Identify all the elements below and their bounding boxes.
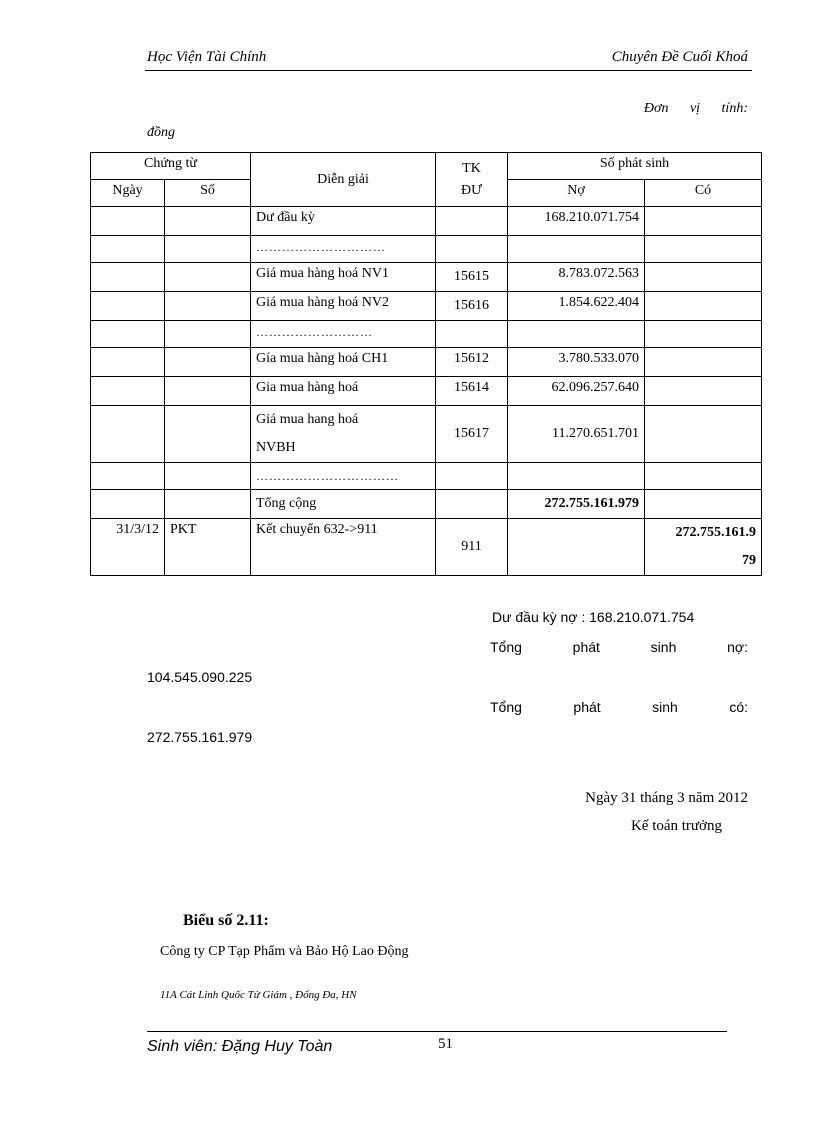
label-word: sinh xyxy=(650,639,677,655)
header-tk: TK xyxy=(462,160,481,176)
cell-dien-giai: Gia mua hàng hoá xyxy=(251,377,436,406)
cell-dien-giai-line-1: Giá mua hang hoá xyxy=(256,412,359,427)
cell-no: 1.854.622.404 xyxy=(508,292,645,321)
summary-total-debit-label xyxy=(490,639,748,655)
cell-co xyxy=(645,463,762,490)
summary-total-debit-value: 104.545.090.225 xyxy=(147,669,253,685)
cell-no xyxy=(508,519,645,576)
header-school: Học Viện Tài Chính xyxy=(147,49,267,65)
cell-so xyxy=(165,263,251,292)
cell-ngay xyxy=(91,292,165,321)
cell-tk: 15612 xyxy=(436,348,508,377)
cell-no xyxy=(508,463,645,490)
table-header-row xyxy=(91,153,762,180)
cell-dien-giai-line-2: NVBH xyxy=(256,440,296,455)
cell-ngay xyxy=(91,463,165,490)
cell-so: PKT xyxy=(165,519,251,576)
unit-value: đồng xyxy=(147,125,175,140)
cell-dien-giai: Kết chuyển 632->911 xyxy=(251,519,436,576)
table-row xyxy=(91,321,762,348)
cell-dien-giai: Gía mua hàng hoá CH1 xyxy=(251,348,436,377)
footer-student: Sinh viên: Đặng Huy Toàn xyxy=(147,1038,333,1055)
cell-tk: 15615 xyxy=(436,263,508,292)
table-row xyxy=(91,292,762,321)
signature-date: Ngày 31 tháng 3 năm 2012 xyxy=(585,790,748,806)
cell-so xyxy=(165,207,251,236)
cell-tk xyxy=(436,463,508,490)
cell-tk: 15614 xyxy=(436,377,508,406)
cell-dien-giai: ………………………… xyxy=(251,236,436,263)
cell-co xyxy=(645,236,762,263)
cell-ngay xyxy=(91,406,165,463)
table-row xyxy=(91,263,762,292)
cell-co xyxy=(645,263,762,292)
header-co: Có xyxy=(645,180,762,207)
table-row xyxy=(91,463,762,490)
table-row xyxy=(91,348,762,377)
cell-co xyxy=(645,348,762,377)
cell-dien-giai xyxy=(251,406,436,463)
cell-tk xyxy=(436,236,508,263)
cell-co xyxy=(645,292,762,321)
cell-so xyxy=(165,406,251,463)
table-row-total xyxy=(91,490,762,519)
summary-total-credit-label xyxy=(490,699,748,715)
label-word: nợ: xyxy=(727,639,748,655)
cell-dien-giai: Giá mua hàng hoá NV2 xyxy=(251,292,436,321)
section-title: Biểu số 2.11: xyxy=(183,912,269,929)
summary-opening-balance: Dư đầu kỳ nợ : 168.210.071.754 xyxy=(492,609,695,625)
company-address: 11A Cát Linh Quốc Tử Giám , Đống Đa, HN xyxy=(160,989,357,1001)
cell-tk: 15617 xyxy=(436,406,508,463)
cell-co xyxy=(645,321,762,348)
label-word: sinh xyxy=(652,699,678,715)
cell-no xyxy=(508,236,645,263)
cell-no xyxy=(508,321,645,348)
header-divider xyxy=(145,70,752,71)
page-number: 51 xyxy=(438,1036,453,1052)
cell-no: 8.783.072.563 xyxy=(508,263,645,292)
cell-so xyxy=(165,292,251,321)
header-so-phat-sinh: Số phát sinh xyxy=(508,153,762,180)
cell-ngay xyxy=(91,377,165,406)
label-word: phát xyxy=(572,639,600,655)
cell-ngay xyxy=(91,321,165,348)
cell-ngay xyxy=(91,263,165,292)
cell-no: 3.780.533.070 xyxy=(508,348,645,377)
cell-no: 11.270.651.701 xyxy=(508,406,645,463)
cell-so xyxy=(165,348,251,377)
cell-so xyxy=(165,321,251,348)
ledger-table xyxy=(90,152,762,576)
cell-so xyxy=(165,377,251,406)
cell-no: 272.755.161.979 xyxy=(508,490,645,519)
table-row xyxy=(91,207,762,236)
table-row xyxy=(91,406,762,463)
cell-tk: 911 xyxy=(436,519,508,576)
cell-co-line-1: 272.755.161.9 xyxy=(675,525,757,540)
header-chung-tu: Chứng từ xyxy=(91,153,251,180)
cell-dien-giai: …………………………… xyxy=(251,463,436,490)
label-word: phát xyxy=(573,699,601,715)
cell-so xyxy=(165,236,251,263)
cell-dien-giai: Dư đầu kỳ xyxy=(251,207,436,236)
cell-ngay xyxy=(91,348,165,377)
header-dien-giai: Diễn giải xyxy=(251,153,436,207)
cell-tk xyxy=(436,321,508,348)
cell-dien-giai: Giá mua hàng hoá NV1 xyxy=(251,263,436,292)
cell-tk xyxy=(436,490,508,519)
cell-ngay xyxy=(91,236,165,263)
cell-dien-giai: ……………………… xyxy=(251,321,436,348)
summary-total-credit-value: 272.755.161.979 xyxy=(147,729,253,745)
cell-so xyxy=(165,490,251,519)
cell-co xyxy=(645,519,762,576)
cell-so xyxy=(165,463,251,490)
cell-co xyxy=(645,490,762,519)
header-ngay: Ngày xyxy=(91,180,165,207)
label-word: có: xyxy=(729,699,748,715)
cell-no: 62.096.257.640 xyxy=(508,377,645,406)
table-row xyxy=(91,377,762,406)
header-no: Nợ xyxy=(508,180,645,207)
label-word: Tổng xyxy=(490,639,522,655)
header-title: Chuyên Đề Cuối Khoá xyxy=(611,49,748,65)
unit-label: Đơn vị tính: xyxy=(643,101,748,116)
header-so: Số xyxy=(165,180,251,207)
table-row xyxy=(91,236,762,263)
cell-no: 168.210.071.754 xyxy=(508,207,645,236)
cell-co xyxy=(645,207,762,236)
header-du: ĐƯ xyxy=(461,182,482,198)
cell-co-line-2: 79 xyxy=(742,553,757,568)
cell-dien-giai: Tổng cộng xyxy=(251,490,436,519)
cell-ngay xyxy=(91,207,165,236)
footer-divider xyxy=(147,1031,727,1032)
cell-ngay xyxy=(91,490,165,519)
cell-tk: 15616 xyxy=(436,292,508,321)
cell-ngay: 31/3/12 xyxy=(91,519,165,576)
cell-tk xyxy=(436,207,508,236)
header-tk-du xyxy=(436,153,508,207)
cell-co xyxy=(645,406,762,463)
signature-role: Kế toán trưởng xyxy=(630,818,722,834)
label-word: Tổng xyxy=(490,699,522,715)
table-row xyxy=(91,519,762,576)
cell-co xyxy=(645,377,762,406)
company-name: Công ty CP Tạp Phẩm và Bảo Hộ Lao Động xyxy=(160,944,409,959)
